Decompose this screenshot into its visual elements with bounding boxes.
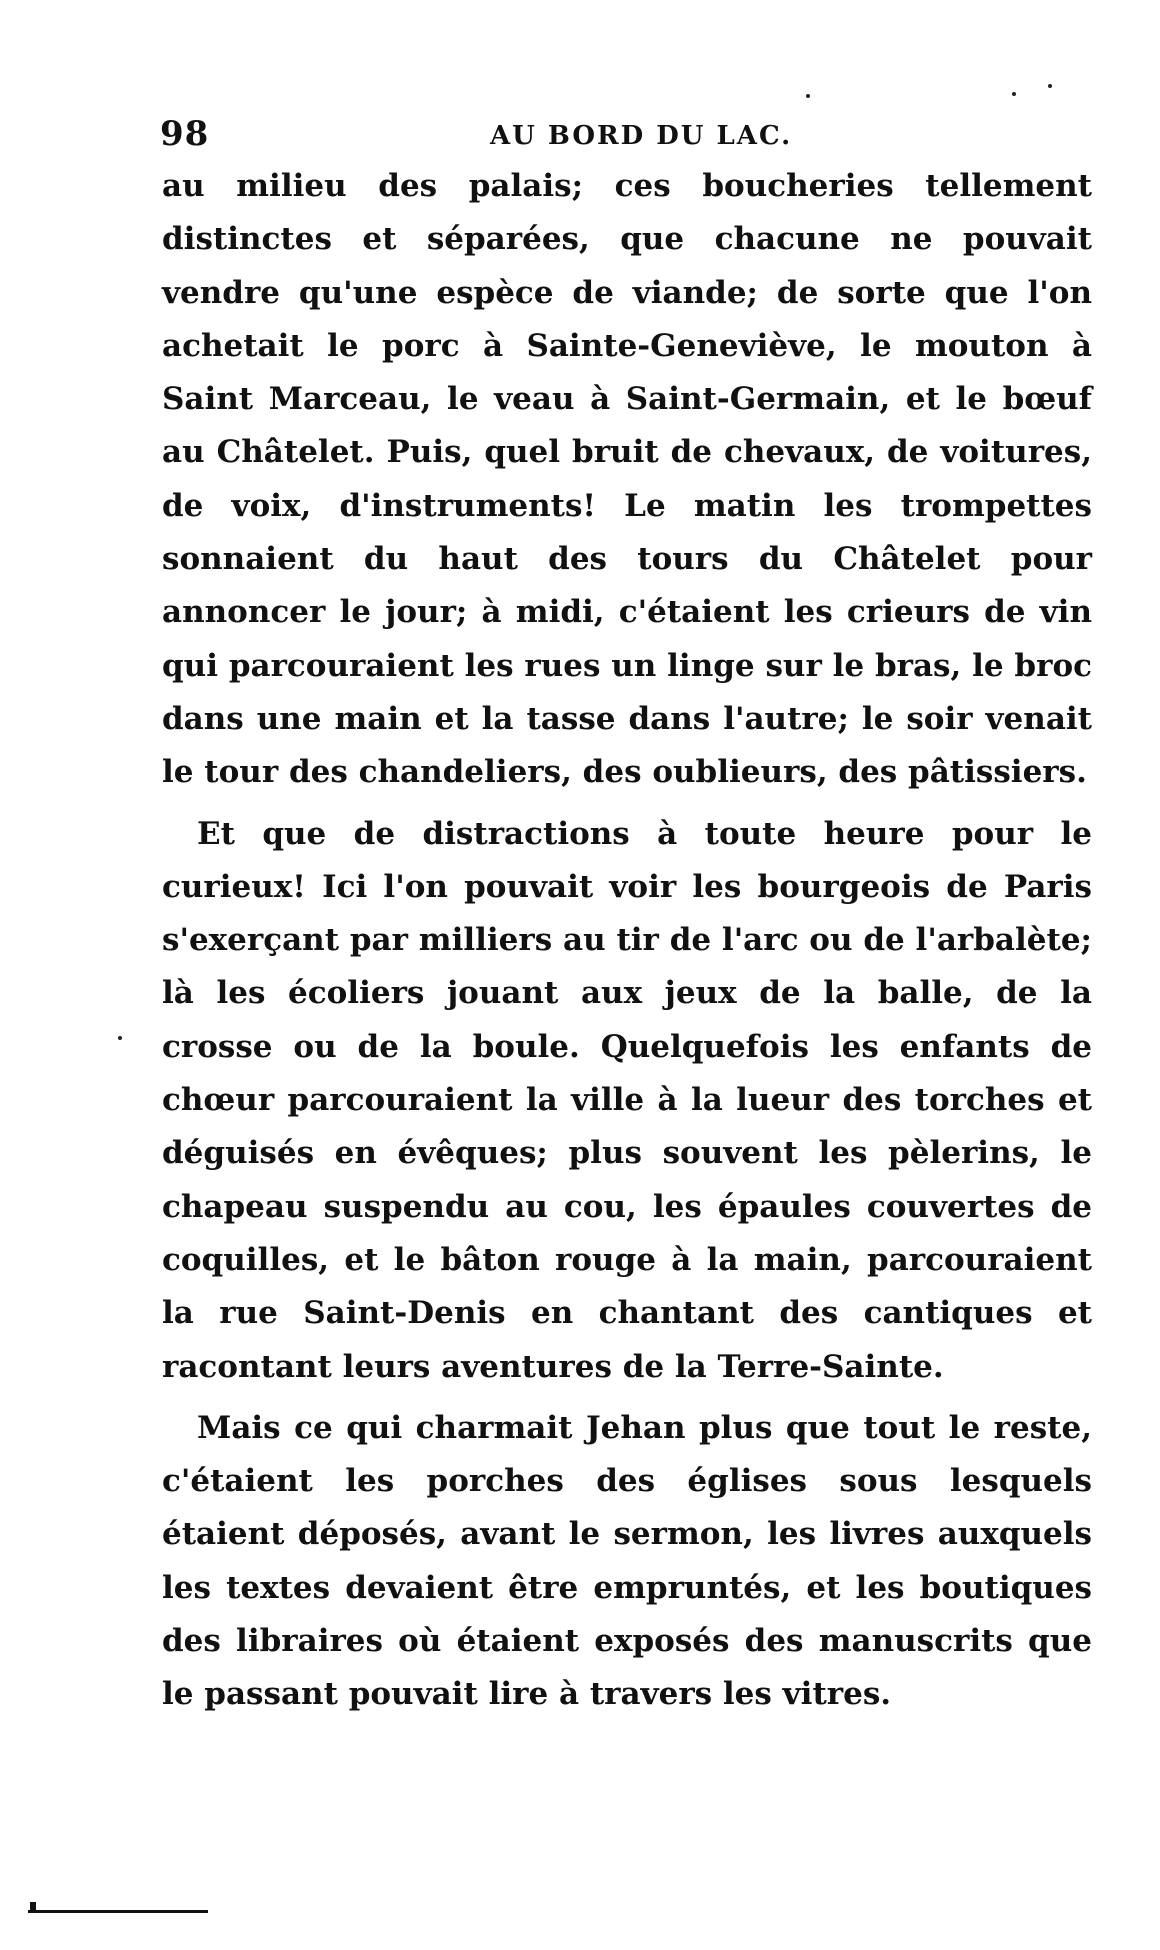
print-speck: [1048, 84, 1052, 88]
paragraph-1: au milieu des palais; ces boucheries tellement distinctes et séparées, que chacune ne pouvait vendre qu'une espèce de viande; de sorte que l'on achetait le porc à Sainte-Geneviève, le mouton à Saint Marceau, le veau à Saint-Germain, et le bœuf au Châtelet. Puis, quel bruit de chevaux, de voitures, de voix, d'instruments! Le matin les trompettes sonnaient du haut des tours du Châtelet pour annoncer le jour; à midi, c'étaient les crieurs de vin qui parcouraient les rues un linge sur le bras, le broc dans une main et la tasse dans l'autre; le soir venait le tour des chandeliers, des oublieurs, des pâtissiers.: [162, 168, 1092, 791]
print-speck: [118, 1036, 122, 1040]
paragraph-2: Et que de distractions à toute heure pour le curieux! Ici l'on pouvait voir les bourgeois de Paris s'exerçant par milliers au tir de l'arc ou de l'arbalète; là les écoliers jouant aux jeux de la balle, de la crosse ou de la boule. Quelquefois les enfants de chœur parcouraient la ville à la lueur des torches et déguisés en évêques; plus souvent les pèlerins, le chapeau suspendu au cou, les épaules couvertes de coquilles, et le bâton rouge à la main, parcouraient la rue Saint-Denis en chantant des cantiques et racontant leurs aventures de la Terre-Sainte.: [162, 815, 1092, 1385]
print-speck: [806, 94, 810, 98]
footer-rule: [28, 1910, 208, 1913]
body-text: [162, 160, 1092, 1722]
paragraph-3: Mais ce qui charmait Jehan plus que tout le reste, c'étaient les porches des églises sous lesquels étaient déposés, avant le sermon, les livres auxquels les textes devaient être empruntés, et les boutiques des libraires où étaient exposés des manuscrits que le passant pouvait lire à travers les vitres.: [162, 1409, 1092, 1713]
page-header: [160, 112, 860, 156]
page-number: 98: [160, 114, 210, 154]
print-speck: [1012, 92, 1016, 96]
running-head: AU BORD DU LAC.: [490, 121, 793, 151]
